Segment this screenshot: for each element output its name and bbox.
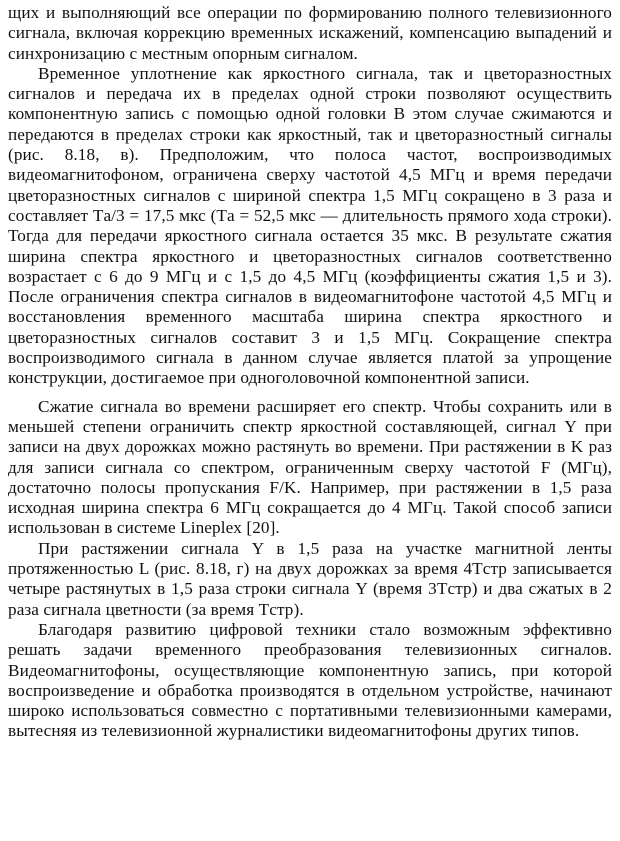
- paragraph-digital-technology: Благодаря развитию цифровой техники стало возможным эффективно решать задачи временного преобразования телевизионных сигналов. Видеомагнитофоны, осуществляющие компонентную запись, при которой воспроизведение и обработка производятся в отдельном устройстве, начинают широко использоваться совместно с портативными телевизионными камерами, вытесняя из телевизионной журналистики видеомагнитофоны других типов.: [8, 619, 612, 741]
- paragraph-time-multiplexing: Временное уплотнение как яркостного сигнала, так и цветоразностных сигналов и передача их в пределах одной строки позволяют осуществить компонентную запись с помощью одной головки В этом случае сжимаются и передаются в пределах строки как яркостный, так и цветоразностный сигналы (рис. 8.18, в). Предположим, что полоса частот, воспроизводимых видеомагнитофоном, ограничена сверху частотой 4,5 МГц и время передачи цветоразностных сигналов с шириной спектра 1,5 МГц сокращено в 3 раза и составляет Tа/3 = 17,5 мкс (Tа = 52,5 мкс — длительность прямого хода строки). Тогда для передачи яркостного сигнала остается 35 мкс. В результате сжатия ширина спектра яркостного и цветоразностных сигналов соответственно возрастает с 6 до 9 МГц и с 1,5 до 4,5 МГц (коэффициенты сжатия 1,5 и 3). После ограничения спектра сигналов в видеомагнитофоне частотой 4,5 МГц и восстановления временного масштаба ширина спектра яркостного и цветоразностных сигналов составит 3 и 1,5 МГц. Сокращение спектра воспроизводимого сигнала в данном случае является платой за упрощение конструкции, достигаемое при одноголовочной компонентной записи.: [8, 63, 612, 388]
- paragraph-continuation: щих и выполняющий все операции по формированию полного телевизионного сигнала, включая коррекцию временных искажений, компенсацию выпадений и синхронизацию с местным опорным сигналом.: [8, 3, 612, 63]
- paragraph-signal-stretching: При растяжении сигнала Y в 1,5 раза на участке магнитной ленты протяженностью L (рис. 8.18, г) на двух дорожках за время 4Tстр записывается четыре растянутых в 1,5 раза строки сигнала Y (время 3Tстр) и два сжатых в 2 раза сигнала цветности (за время Tстр).: [8, 538, 612, 619]
- document-page: [8, 3, 612, 742]
- paragraph-signal-compression: Сжатие сигнала во времени расширяет его спектр. Чтобы сохранить или в меньшей степени ограничить спектр яркостной составляющей, сигнал Y при записи на двух дорожках можно растянуть во времени. При растяжении в K раз для записи сигнала со спектром, ограниченным сверху частотой F (МГц), достаточно полосы пропускания F/K. Например, при растяжении в 1,5 раза исходная ширина спектра 6 МГц сокращается до 4 МГц. Такой способ записи использован в системе Lineplex [20].: [8, 396, 612, 538]
